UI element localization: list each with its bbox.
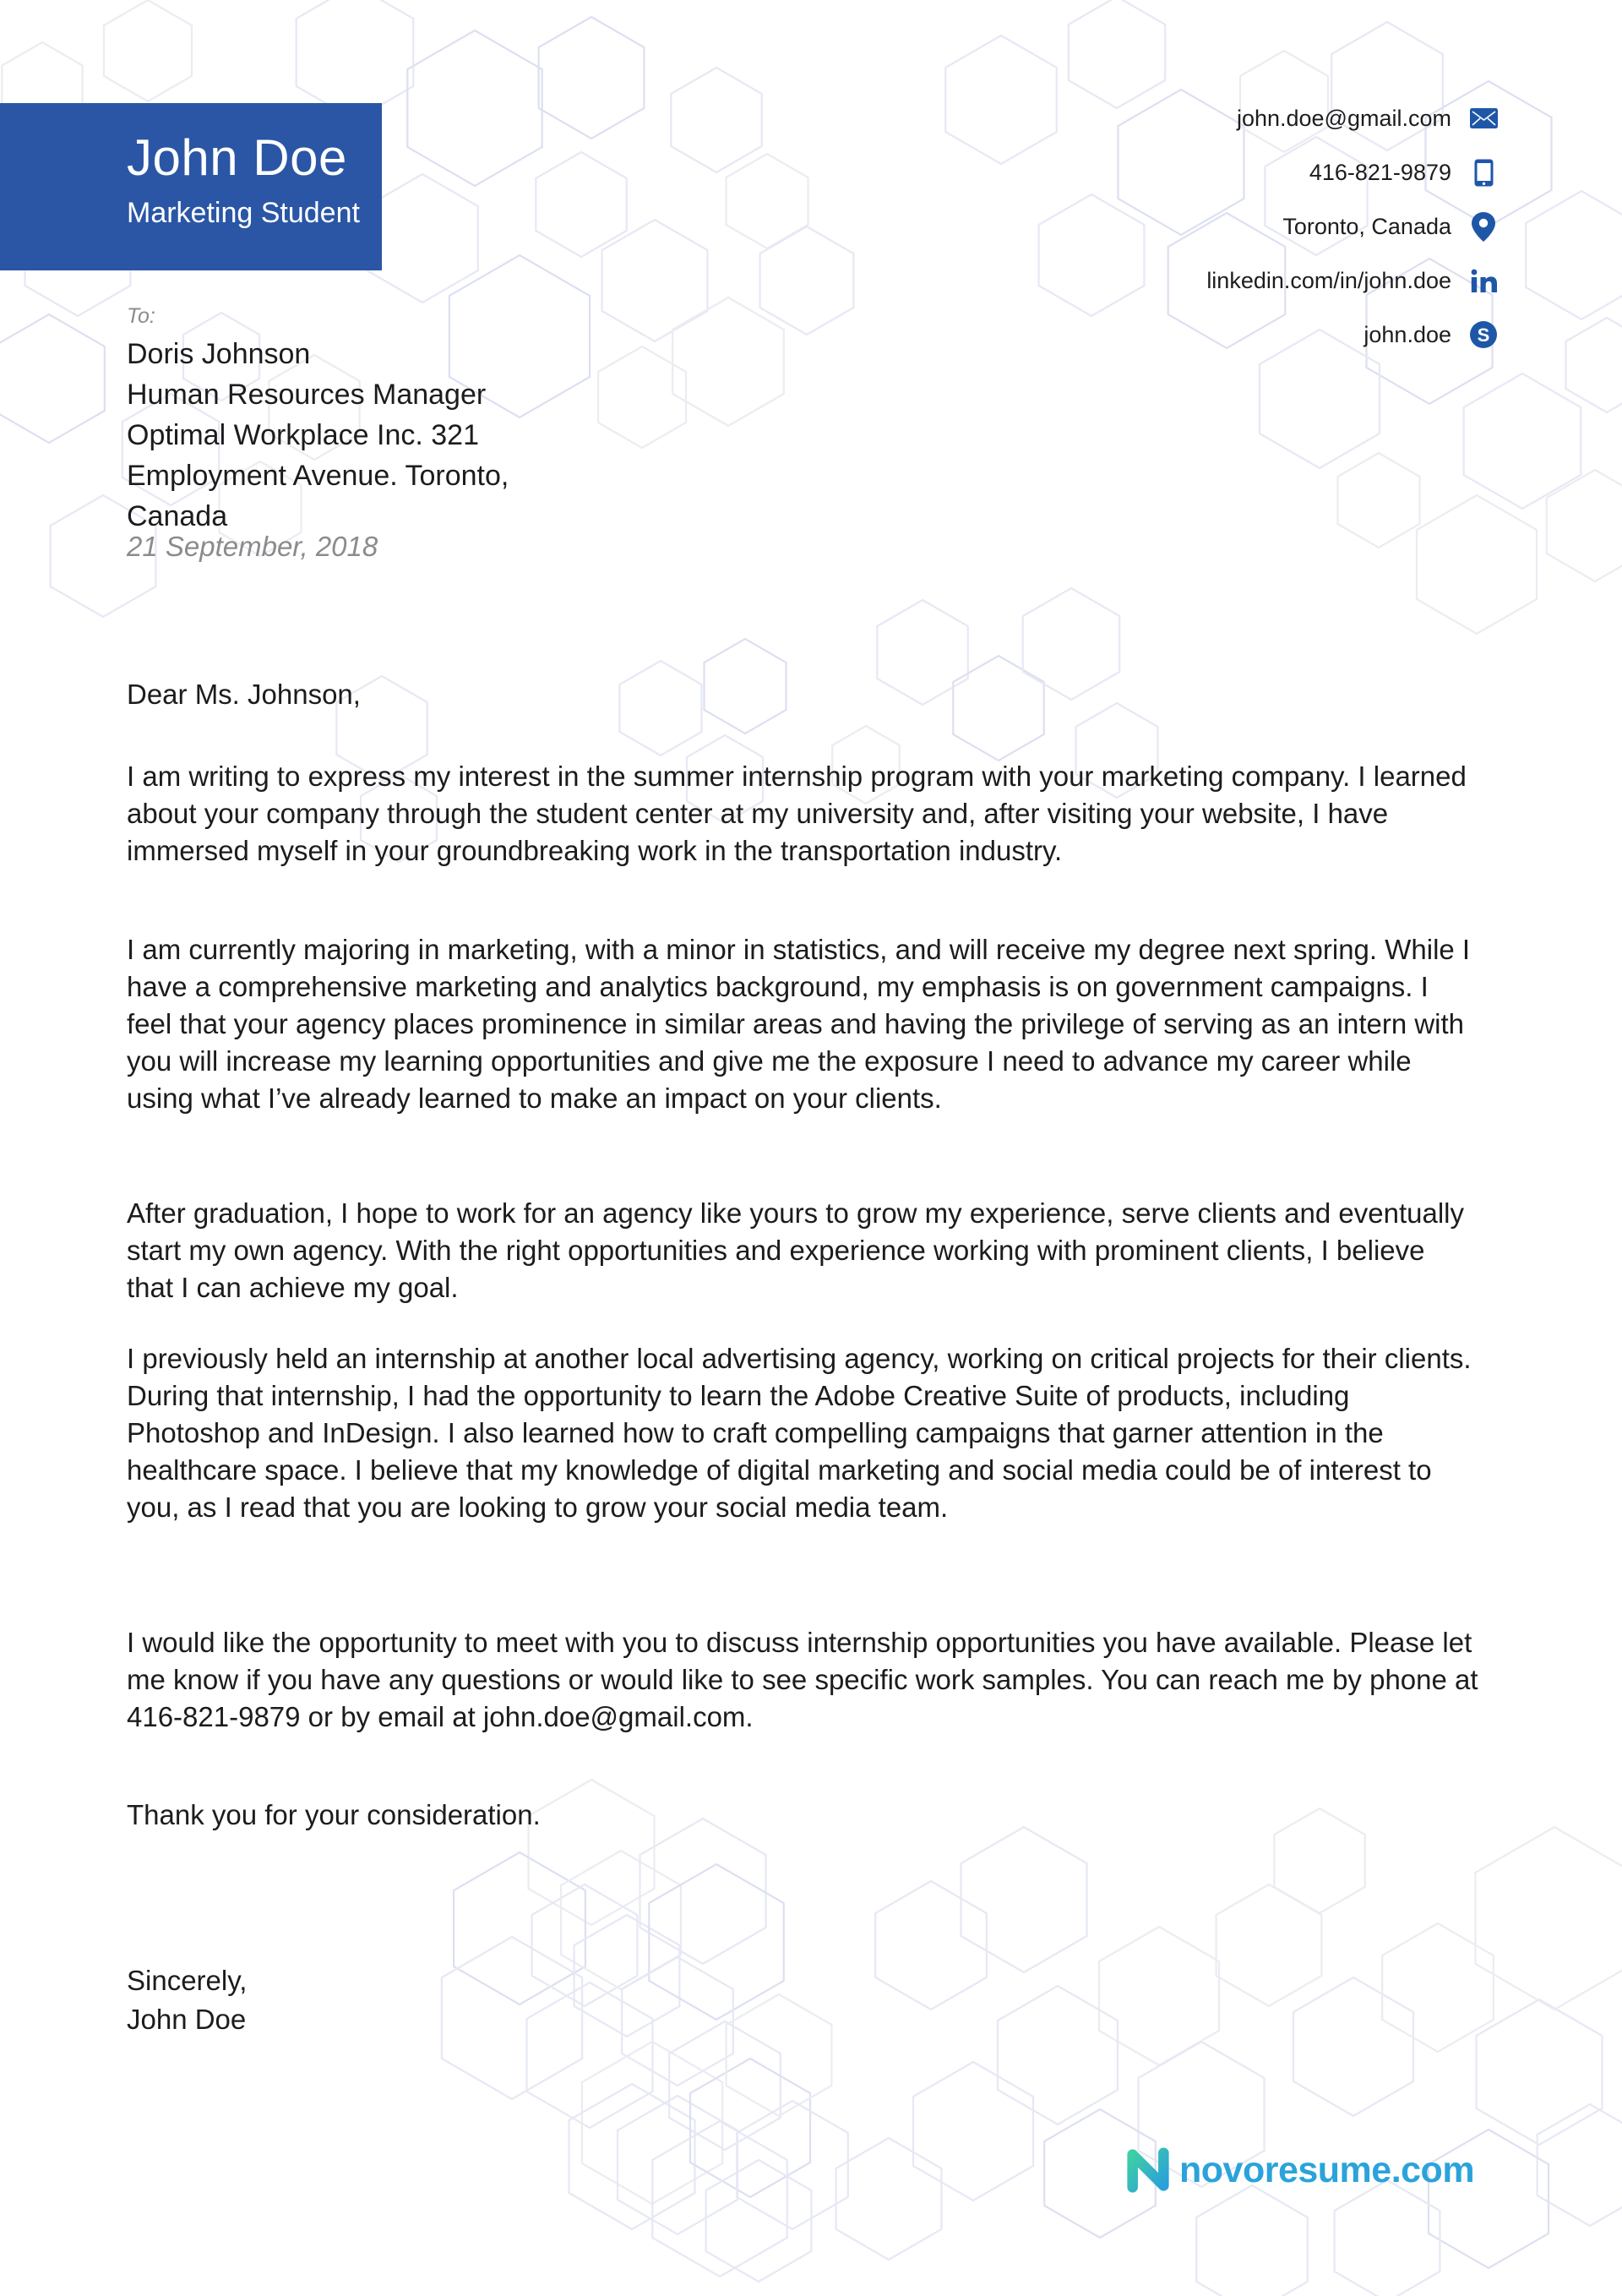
contact-info — [1206, 91, 1499, 362]
name-banner — [0, 103, 382, 270]
recipient-role: Human Resources Manager — [127, 379, 487, 411]
closing: Sincerely, — [127, 1965, 248, 1996]
skype-icon — [1468, 320, 1499, 349]
paragraph-1: I am writing to express my interest in the summer internship program with your marketing company. I learned about your company through the student center at my university and, after visiting your website, I have immersed myself in your groundbreaking work in the transportation industry. — [127, 761, 1467, 866]
location-icon — [1468, 212, 1499, 242]
paragraph-5: I would like the opportunity to meet with you to discuss internship opportunities you have available. Please let me know if you have any questions or would like to see specific work samples. You can reach me by phone at 416-821-9879 or by email at john.doe@gmail.com. — [127, 1627, 1478, 1732]
recipient-label: To: — [127, 304, 155, 328]
contact-linkedin: linkedin.com/in/john.doe — [1206, 267, 1451, 293]
svg-text:S: S — [1477, 324, 1490, 346]
contact-row-phone — [1206, 145, 1499, 199]
contact-skype: john.doe — [1363, 321, 1451, 347]
contact-row-email — [1206, 91, 1499, 145]
candidate-title: Marketing Student — [127, 197, 360, 229]
novoresume-logo — [1124, 2146, 1474, 2194]
salutation: Dear Ms. Johnson, — [127, 679, 361, 710]
candidate-name: John Doe — [127, 129, 347, 186]
contact-row-location — [1206, 199, 1499, 254]
recipient-country: Canada — [127, 500, 228, 532]
recipient-company: Optimal Workplace Inc. 321 — [127, 419, 479, 451]
recipient-street: Employment Avenue. Toronto, — [127, 460, 509, 492]
paragraph-2: I am currently majoring in marketing, with a minor in statistics, and will receive my degree next spring. While I have a comprehensive marketing and analytics background, my emphasis is on government campaigns. I feel that your agency places prominence in similar areas and having the privilege of serving as an intern with you will increase my learning opportunities and give me the exposure I need to advance my career while using what I’ve already learned to make an impact on your clients. — [127, 934, 1471, 1114]
novoresume-wordmark: novoresume.com — [1179, 2149, 1475, 2190]
paragraph-4: I previously held an internship at another local advertising agency, working on critical projects for their clients. During that internship, I had the opportunity to learn the Adobe Creative Suite of products, including Photoshop and InDesign. I also learned how to craft compelling campaigns that garner attention in the healthcare space. I believe that my knowledge of digital marketing and social media could be of interest to you, as I read that you are looking to grow your social media team. — [127, 1343, 1472, 1523]
paragraph-3: After graduation, I hope to work for an agency like yours to grow my experience, serve clients and eventually start my own agency. With the right opportunities and experience working with prominent clients, I believe that I can achieve my goal. — [127, 1197, 1465, 1303]
phone-icon — [1468, 159, 1499, 187]
contact-row-skype — [1206, 308, 1499, 362]
contact-row-linkedin — [1206, 254, 1499, 308]
signature-name: John Doe — [127, 2004, 247, 2035]
thanks-line: Thank you for your consideration. — [127, 1799, 541, 1830]
linkedin-icon — [1468, 269, 1499, 292]
contact-email: john.doe@gmail.com — [1236, 105, 1451, 131]
recipient-address — [127, 334, 509, 537]
recipient-name: Doris Johnson — [127, 338, 311, 370]
letter-date: 21 September, 2018 — [127, 531, 378, 562]
novoresume-n-icon — [1124, 2146, 1173, 2194]
contact-location: Toronto, Canada — [1282, 213, 1451, 239]
email-icon — [1468, 108, 1499, 128]
contact-phone: 416-821-9879 — [1309, 159, 1451, 185]
